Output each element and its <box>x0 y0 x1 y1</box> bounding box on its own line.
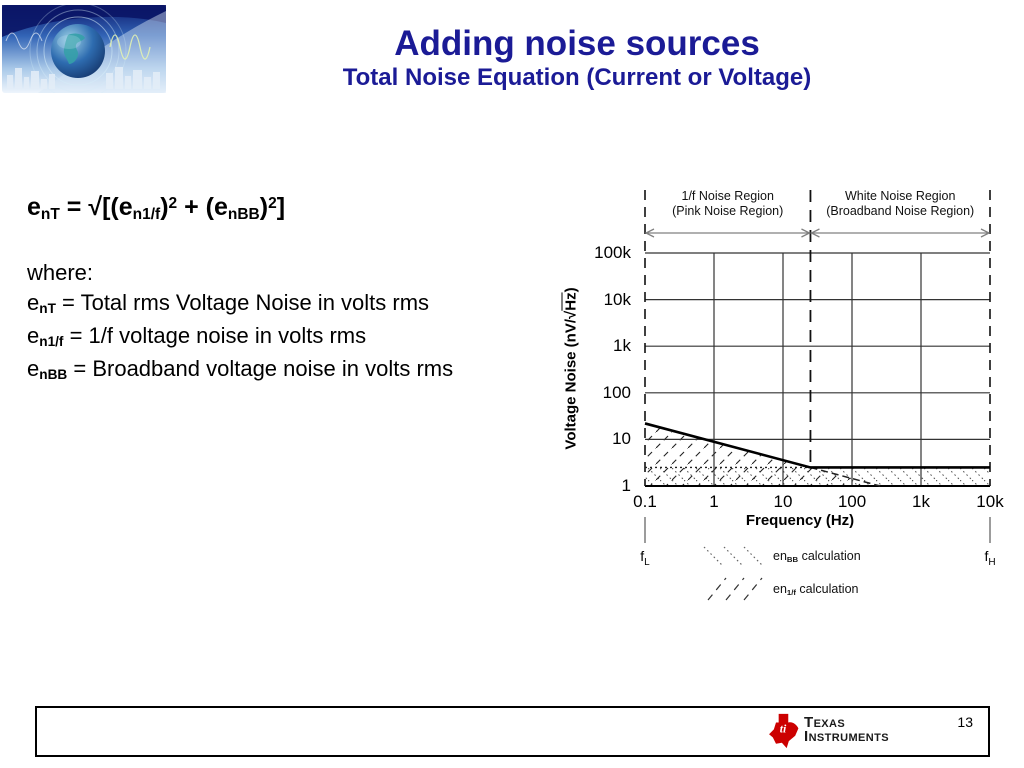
legend-entry-bb: enBB calculation <box>773 549 861 564</box>
svg-text:ti: ti <box>779 722 787 736</box>
globe-icon <box>51 24 105 78</box>
where-label: where: <box>27 260 94 285</box>
page-number: 13 <box>957 714 973 730</box>
y-tick-label: 100 <box>602 382 631 402</box>
brand-line-2: Instruments <box>804 728 889 745</box>
y-tick-label: 1 <box>621 476 631 495</box>
region-label-white-noise: White Noise Region (Broadband Noise Region) <box>826 189 975 218</box>
x-tick-label: 10k <box>976 492 1004 511</box>
x-tick-label: 1k <box>912 492 930 511</box>
x-tick-label: 0.1 <box>633 492 657 511</box>
legend-swatch-1f-hatch-icon <box>704 574 768 604</box>
definition-line: en1/f = 1/f voltage noise in volts rms <box>27 323 367 350</box>
chart-geometry <box>645 190 990 543</box>
total-noise-equation: enT = $√[(en1/f)^2$ + (enBB)$^2$] <box>27 193 286 223</box>
brand-wordmark <box>804 716 889 744</box>
y-axis-title: Voltage Noise (nV/√Hz) <box>562 287 580 450</box>
equation-definitions <box>27 258 453 387</box>
brand-line-1: Texas <box>804 714 846 731</box>
x-tick-label: 1 <box>709 492 719 511</box>
y-tick-label: 10k <box>603 289 631 309</box>
header-titles <box>130 24 1024 92</box>
y-tick-label: 1k <box>613 336 631 356</box>
legend-entry-1f: en1/f calculation <box>773 582 859 597</box>
f-high-marker: $f_H$ <box>984 548 996 568</box>
definition-line: enT = Total rms Voltage Noise in volts rms <box>27 290 430 317</box>
y-tick-label: 10 <box>612 429 631 449</box>
f-low-marker: $f_L$ <box>640 548 650 568</box>
region-label-1f-noise: 1/f Noise Region (Pink Noise Region) <box>672 189 784 218</box>
legend-swatch-bb-hatch-icon <box>700 543 764 569</box>
page-title: Adding noise sources <box>394 24 760 63</box>
ti-logo-icon <box>768 711 800 751</box>
x-tick-label: 10 <box>773 492 793 511</box>
definition-line: enBB = Broadband voltage noise in volts rms <box>27 356 454 383</box>
x-axis-title: Frequency (Hz) <box>745 512 855 529</box>
page-subtitle: Total Noise Equation (Current or Voltage) <box>342 64 812 91</box>
y-tick-label: 100k <box>594 243 631 262</box>
x-tick-label: 100 <box>837 492 867 511</box>
